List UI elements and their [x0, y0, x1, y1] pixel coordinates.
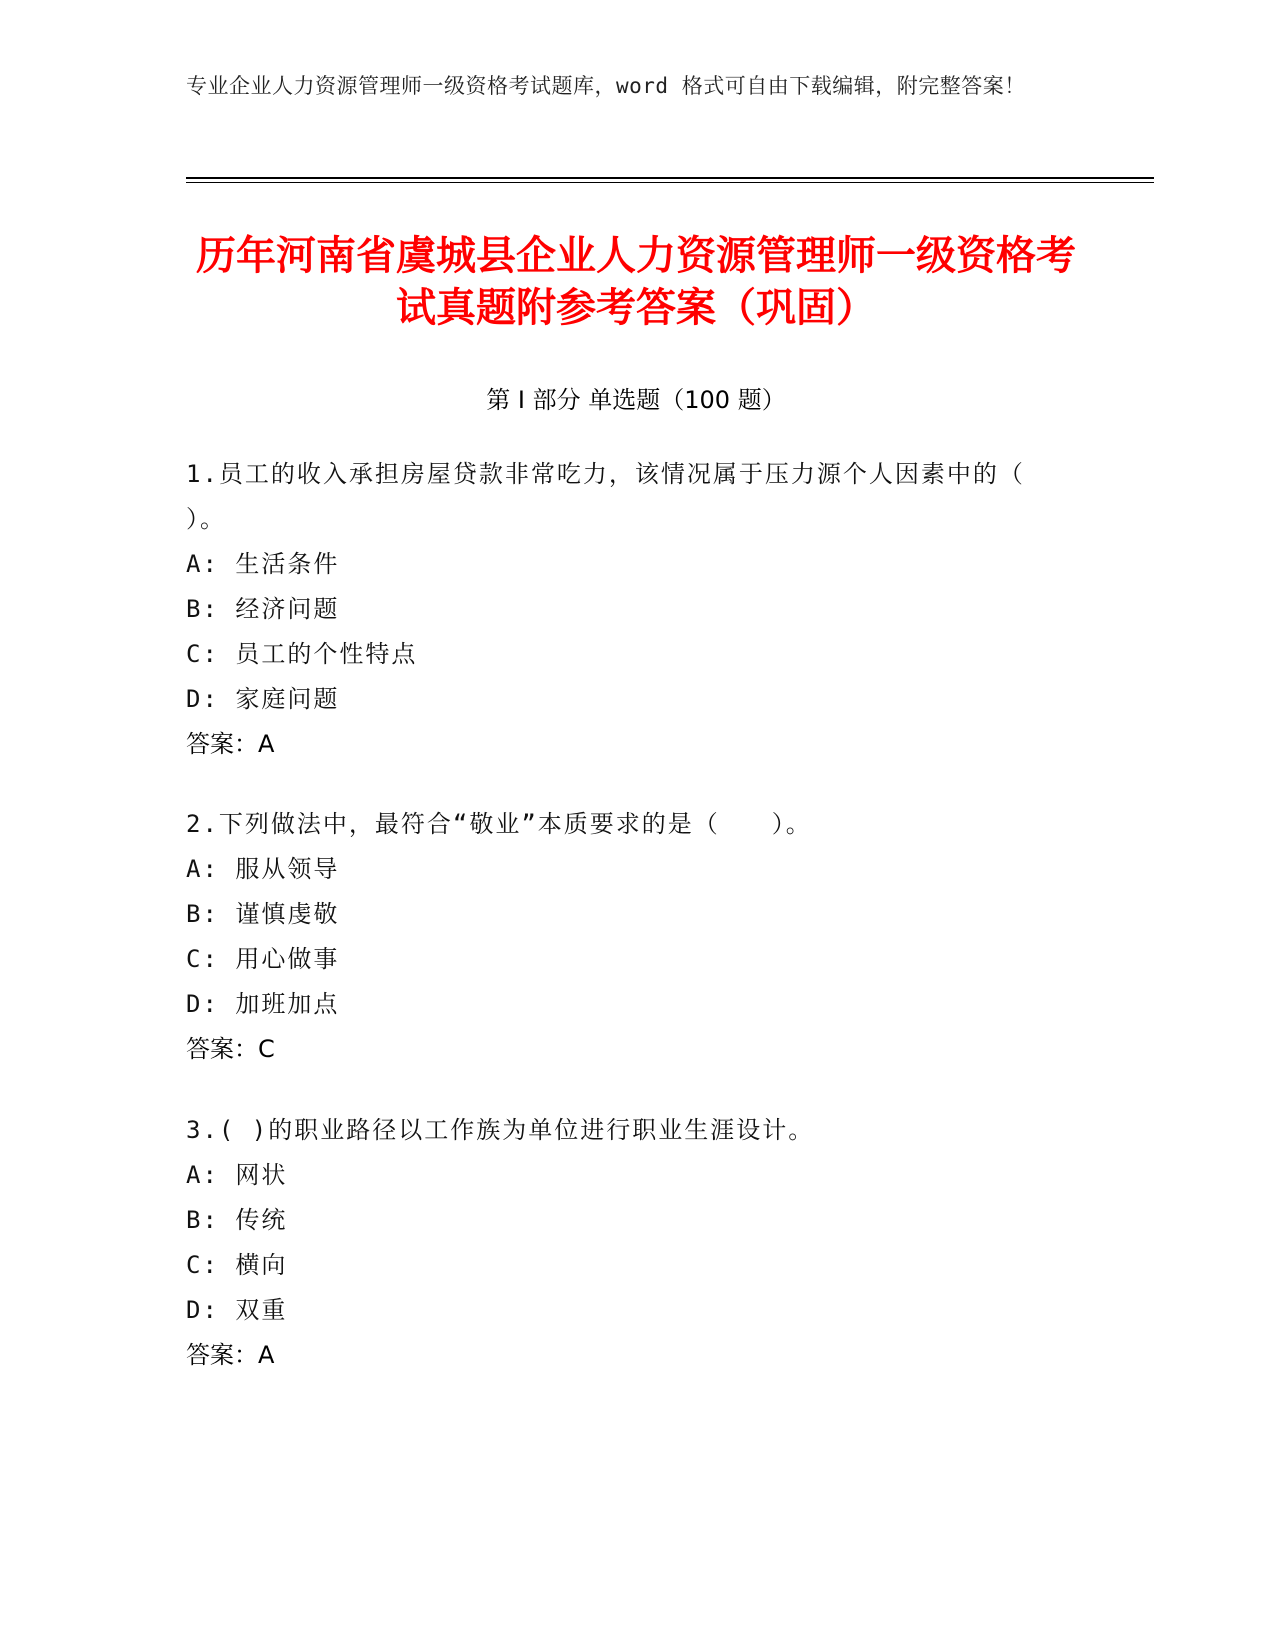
question-2	[186, 802, 1066, 1072]
option-c: C: 员工的个性特点	[186, 640, 418, 668]
option-a: A: 生活条件	[186, 550, 340, 578]
question-stem: 1.员工的收入承担房屋贷款非常吃力，该情况属于压力源个人因素中的（ ）。	[186, 460, 1025, 533]
option-d: D: 双重	[186, 1296, 288, 1324]
option-c: C: 用心做事	[186, 945, 340, 973]
question-stem: 2.下列做法中，最符合“敬业”本质要求的是（ ）。	[186, 810, 812, 838]
option-b: B: 谨慎虔敬	[186, 900, 340, 928]
answer: 答案：A	[186, 730, 275, 758]
answer: 答案：A	[186, 1341, 275, 1369]
section-title: 第 I 部分 单选题（100 题）	[486, 386, 786, 414]
question-stem: 3.( )的职业路径以工作族为单位进行职业生涯设计。	[186, 1116, 815, 1144]
option-c: C: 横向	[186, 1251, 288, 1279]
header-divider-thin	[186, 182, 1154, 183]
option-b: B: 传统	[186, 1206, 288, 1234]
header-note: 专业企业人力资源管理师一级资格考试题库，word 格式可自由下载编辑，附完整答案！	[186, 74, 1026, 98]
option-a: A: 服从领导	[186, 855, 340, 883]
option-b: B: 经济问题	[186, 595, 340, 623]
question-3	[186, 1108, 1066, 1378]
option-d: D: 家庭问题	[186, 685, 340, 713]
header-divider-thick	[186, 177, 1154, 179]
option-a: A: 网状	[186, 1161, 288, 1189]
answer: 答案：C	[186, 1035, 275, 1063]
document-title: 历年河南省虞城县企业人力资源管理师一级资格考试真题附参考答案（巩固）	[196, 233, 1076, 331]
option-d: D: 加班加点	[186, 990, 340, 1018]
question-1	[186, 452, 1066, 767]
